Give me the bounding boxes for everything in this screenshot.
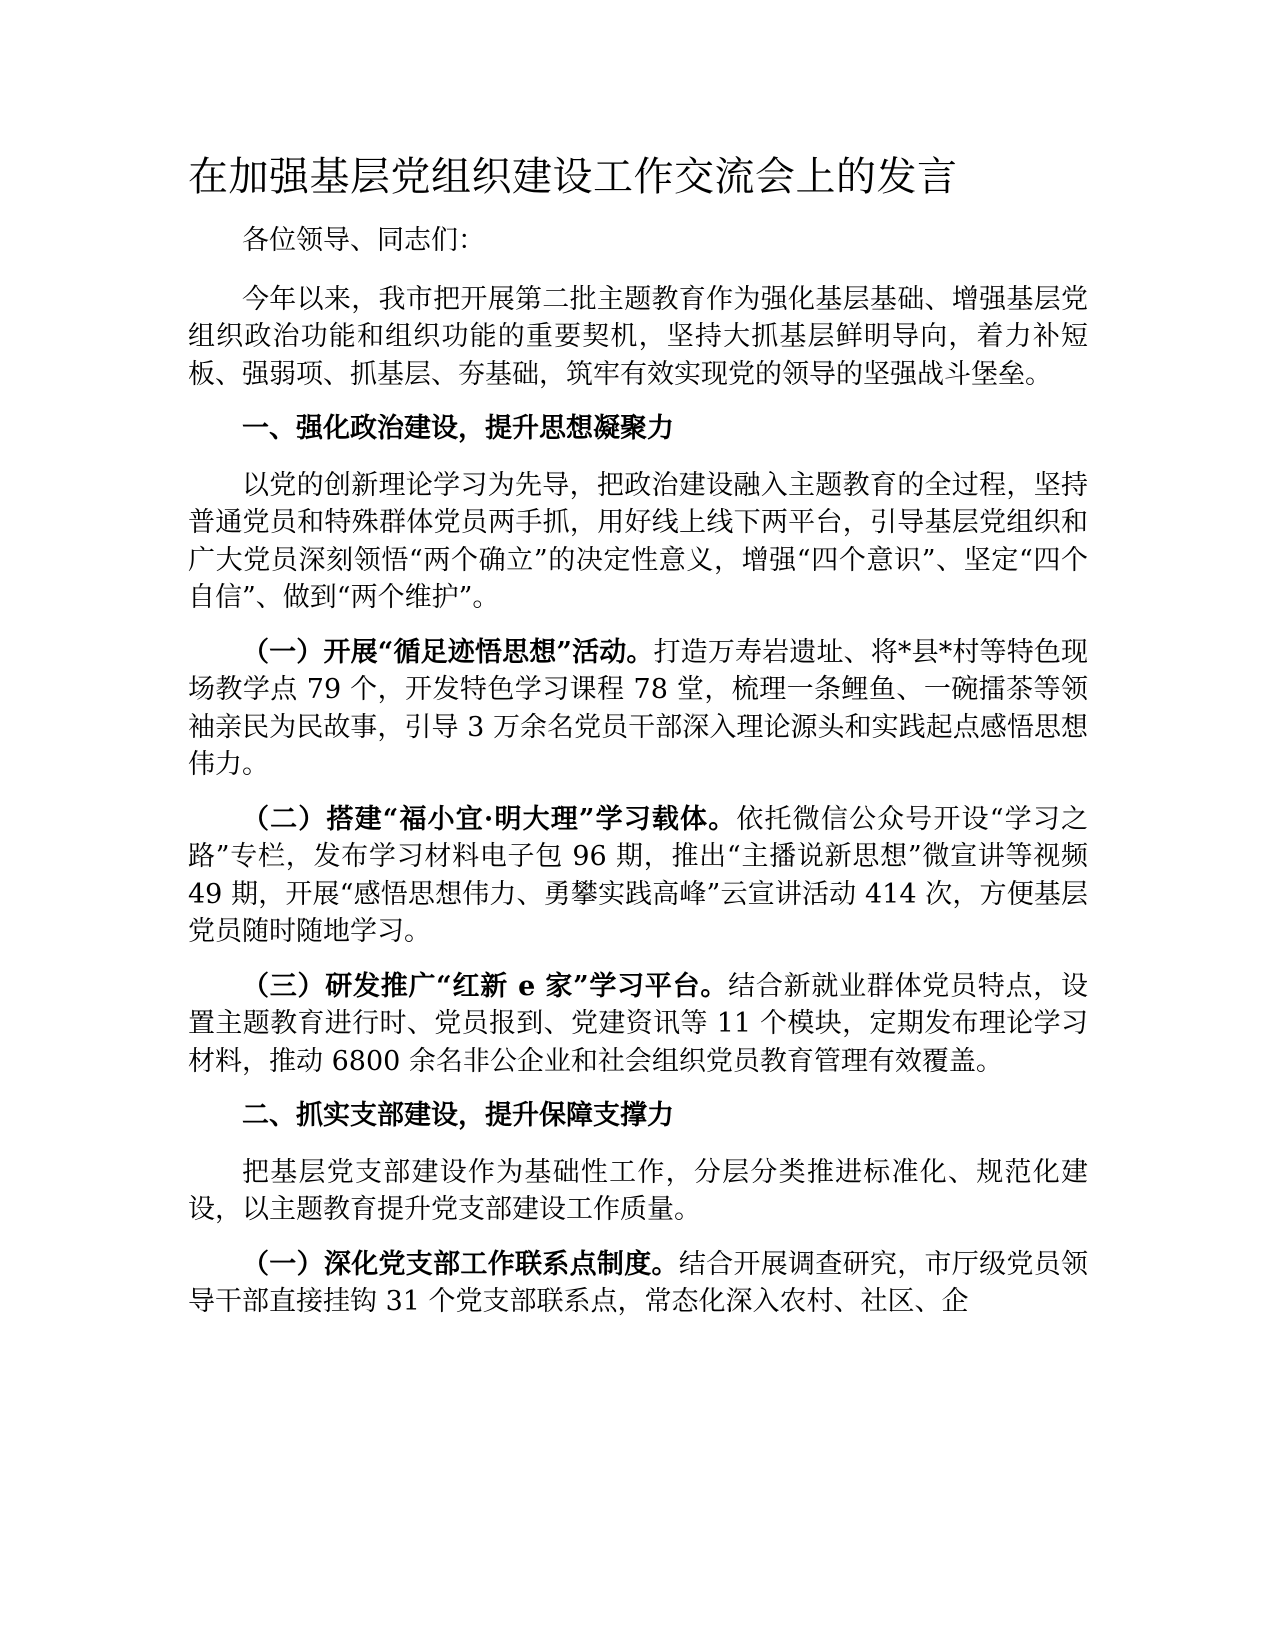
item-text: 结合开展调查研究，市厅级党员领导干部直接挂钩 31 个党支部联系点，常态化深入农村、社区、企 <box>188 1248 1089 1317</box>
item-lead: （一）开展“循足迹悟思想”活动。 <box>242 636 654 668</box>
document-title: 在加强基层党组织建设工作交流会上的发言 <box>188 154 958 200</box>
item-lead: （一）深化党支部工作联系点制度。 <box>242 1248 679 1280</box>
section-2-intro: 把基层党支部建设作为基础性工作，分层分类推进标准化、规范化建设，以主题教育提升党支部建设工作质量。 <box>188 1156 1088 1225</box>
salutation: 各位领导、同志们： <box>242 225 485 256</box>
section-1-item-2 <box>188 801 1088 951</box>
item-text: 打造万寿岩遗址、将*县*村等特色现场教学点 79 个，开发特色学习课程 78 堂，梳理一条鲤鱼、一碗擂茶等领袖亲民为民故事，引导 3 万余名党员干部深入理论源头和实践起点感悟思想伟力。 <box>188 636 1088 780</box>
item-lead: （二）搭建“福小宜·明大理”学习载体。 <box>242 803 737 835</box>
section-1-heading: 一、强化政治建设，提升思想凝聚力 <box>242 413 674 444</box>
item-text: 结合新就业群体党员特点，设置主题教育进行时、党员报到、党建资讯等 11 个模块，定期发布理论学习材料，推动 6800 余名非公企业和社会组织党员教育管理有效覆盖。 <box>188 970 1088 1077</box>
item-text: 依托微信公众号开设“学习之路”专栏，发布学习材料电子包 96 期，推出“主播说新思想”微宣讲等视频 49 期，开展“感悟思想伟力、勇攀实践高峰”云宣讲活动 414 次，方便基层党员随时随地学习。 <box>188 803 1088 947</box>
section-1-item-1 <box>188 634 1088 784</box>
section-2-heading: 二、抓实支部建设，提升保障支撑力 <box>242 1100 674 1131</box>
item-lead: （三）研发推广“红新 e 家”学习平台。 <box>242 970 729 1002</box>
section-2-item-1 <box>188 1246 1088 1321</box>
intro-paragraph: 今年以来，我市把开展第二批主题教育作为强化基层基础、增强基层党组织政治功能和组织功能的重要契机，坚持大抓基层鲜明导向，着力补短板、强弱项、抓基层、夯基础，筑牢有效实现党的领导的坚强战斗堡垒。 <box>188 283 1088 390</box>
section-1-intro: 以党的创新理论学习为先导，把政治建设融入主题教育的全过程，坚持普通党员和特殊群体党员两手抓，用好线上线下两平台，引导基层党组织和广大党员深刻领悟“两个确立”的决定性意义，增强“四个意识”、坚定“四个自信”、做到“两个维护”。 <box>188 469 1088 613</box>
section-1-item-3 <box>188 968 1088 1081</box>
document-page <box>188 148 1088 1338</box>
